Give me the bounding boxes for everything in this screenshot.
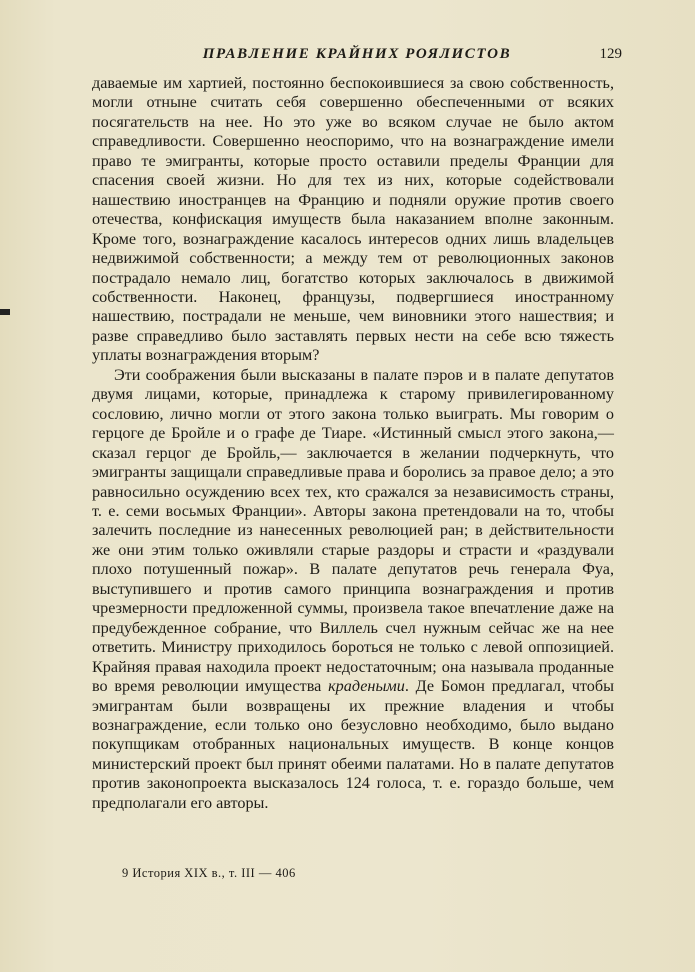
paragraph-1 [92, 74, 614, 366]
running-title: ПРАВЛЕНИЕ КРАЙНИХ РОЯЛИСТОВ [202, 46, 512, 62]
paragraph-1-text: даваемые им хартией, постоянно беспокоившиеся за свою собственность, могли отныне считать себя совершенно обеспеченными от всяких посягательств на нее. Но это уже во всяком случае не было актом справедливости. Совершенно неоспоримо, что на вознаграждение имели право те эмигранты, которые просто оставили пределы Франции для спасения своей жизни. Но для тех из них, которые содействовали нашествию иностранцев на Францию и подняли оружие против своего отечества, конфискация имуществ была наказанием вполне законным. Кроме того, вознаграждение касалось интересов одних лишь владельцев недвижимой собственности; а между тем от революционных законов пострадало немало лиц, богатство которых заключалось в движимой собственности. Наконец, французы, подвергшиеся иностранному нашествию, пострадали не меньше, чем виновники этого нашествия; и разве справедливо было заставлять первых нести на себе всю тяжесть уплаты вознаграждения вторым? [92, 74, 614, 365]
paragraph-2-text-end: . Де Бомон предлагал, чтобы эмигрантам были возвращены их прежние владения и чтобы вознаграждение, если только оно безусловно необходимо, было выдано покупщикам отобранных национальных имуществ. В конце концов министерский проект был принят обеими палатами. Но в палате депутатов против законопроекта высказалось 124 голоса, т. е. гораздо больше, чем предполагали его авторы. [92, 677, 614, 812]
paragraph-2 [92, 366, 614, 813]
paragraph-2-text-start: Эти соображения были высказаны в палате пэров и в палате депутатов двумя лицами, которые, принадлежа к старому привилегированному сословию, лично могли от этого закона только выиграть. Мы говорим о герцоге де Бройле и о графе де Тиаре. «Истинный смысл этого закона,— сказал герцог де Бройль,— заключается в желании подчеркнуть, что эмигранты защищали справедливые права и боролись за правое дело; а это равносильно осуждению всех тех, кто сражался за независимость страны, т. е. семи восьмых Франции». Авторы закона претендовали на то, чтобы залечить последние из нанесенных революцией ран; в действительности же они этим только оживляли старые раздоры и страсти и «раздували плохо потушенный пожар». В палате депутатов речь генерала Фуа, выступившего и против самого принципа вознаграждения и против чрезмерности предложенной суммы, произвела такое впечатление даже на предубежденное собрание, что Виллель счел нужным сейчас же на нее ответить. Министру приходилось бороться не только с левой оппозицией. Крайняя правая находила проект недостаточным; она называла проданные во время революции имущества [92, 365, 614, 696]
printer-signature: 9 История XIX в., т. III — 406 [122, 866, 296, 880]
body-text [92, 74, 614, 813]
page-number: 129 [599, 46, 622, 62]
page-edge-mark [0, 309, 10, 315]
page-header [92, 46, 622, 70]
emphasized-word: крадеными [328, 677, 405, 696]
